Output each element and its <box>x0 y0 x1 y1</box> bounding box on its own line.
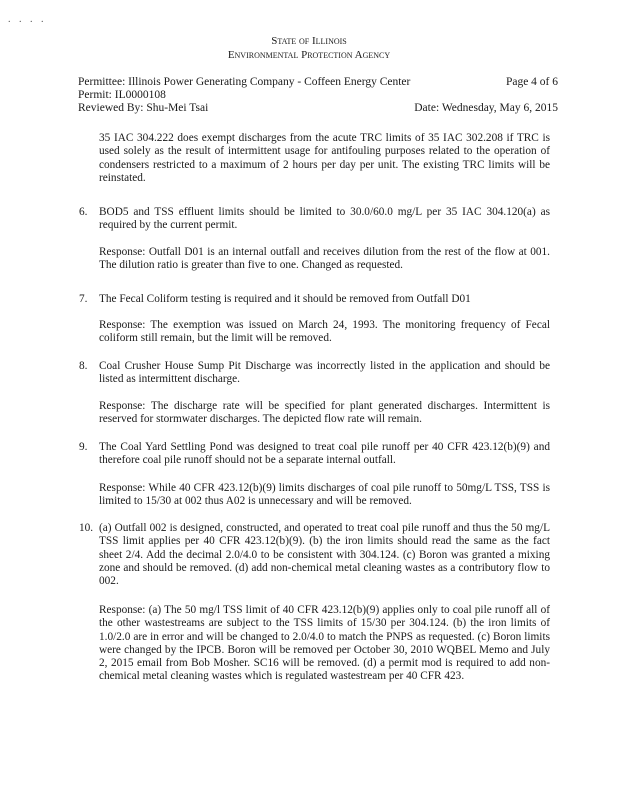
agency-name: Environmental Protection Agency <box>227 49 391 61</box>
permittee-line <box>78 76 558 89</box>
page-number: Page 4 of 6 <box>505 76 558 88</box>
scan-specks: . . . . <box>8 14 47 25</box>
item-comment: BOD5 and TSS effluent limits should be limited to 30.0/60.0 mg/L per 35 IAC 304.120(a) as required by the current permit. <box>99 206 550 232</box>
item-response: Response: The discharge rate will be specified for plant generated discharges. Intermittent is reserved for stormwater discharges. The depicted flow rate will remain. <box>99 400 550 426</box>
item-response: Response: (a) The 50 mg/l TSS limit of 40 CFR 423.12(b)(9) applies only to coal pile runoff all of the other wastestreams are subject to the TSS limits of 15/30 per 304.124. (b) the iron limits of 1.0/2.0 are in error and will be changed to 2.0/4.0 to match the PNPS as requested. (c) Boron limits were changed by the IPCB. Boron will be removed per October 30, 2010 WQBEL Memo and July 2, 2015 email from Bob Mosher. SC16 will be removed. (d) a permit mod is required to add non-chemical metal cleaning wastes which is regulated wastestream per 40 CFR 423. <box>99 604 550 683</box>
reviewer: Reviewed By: Shu-Mei Tsai <box>78 102 209 114</box>
permit-number: Permit: IL0000108 <box>78 89 166 101</box>
reviewer-line <box>78 102 558 115</box>
permittee: Permittee: Illinois Power Generating Company - Coffeen Energy Center <box>78 76 411 88</box>
item-number: 8. <box>79 360 88 372</box>
item-comment: The Coal Yard Settling Pond was designed to treat coal pile runoff per 40 CFR 423.12(b)(9) and therefore coal pile runoff should not be a separate internal outfall. <box>99 441 550 467</box>
letterhead <box>0 34 618 62</box>
permit-line <box>78 89 558 102</box>
item-comment: (a) Outfall 002 is designed, constructed, and operated to treat coal pile runoff and thus the 50 mg/L TSS limit applies per 40 CFR 423.12(b)(9). (b) the iron limits should read the same as the fact sheet 2/4. Add the decimal 2.0/4.0 to be consistent with 304.124. (c) Boron was granted a mixing zone and should be removed. (d) add non-chemical metal cleaning wastes as a contributory flow to 002. <box>99 522 550 588</box>
state-name: State of Illinois <box>271 35 347 47</box>
item-number: 9. <box>79 441 88 453</box>
item-number: 10. <box>79 522 94 534</box>
item-response: Response: While 40 CFR 423.12(b)(9) limits discharges of coal pile runoff to 50mg/L TSS, TSS is limited to 15/30 at 002 thus A02 is unnecessary and will be removed. <box>99 482 550 508</box>
carryover-paragraph: 35 IAC 304.222 does exempt discharges from the acute TRC limits of 35 IAC 302.208 if TRC is used solely as the result of intermittent usage for antifouling purposes related to the operation of condensers restricted to a maximum of 2 hours per day per unit. The existing TRC limits will be reinstated. <box>99 132 550 184</box>
item-number: 7. <box>79 293 88 305</box>
item-response: Response: Outfall D01 is an internal outfall and receives dilution from the rest of the flow at 001. The dilution ratio is greater than five to one. Changed as requested. <box>99 246 550 272</box>
item-response: Response: The exemption was issued on March 24, 1993. The monitoring frequency of Fecal coliform still remain, but the limit will be removed. <box>99 319 550 345</box>
item-comment: Coal Crusher House Sump Pit Discharge was incorrectly listed in the application and should be listed as intermittent discharge. <box>99 360 550 386</box>
item-comment: The Fecal Coliform testing is required and it should be removed from Outfall D01 <box>99 293 471 305</box>
review-date: Date: Wednesday, May 6, 2015 <box>414 102 558 114</box>
item-number: 6. <box>79 206 88 218</box>
